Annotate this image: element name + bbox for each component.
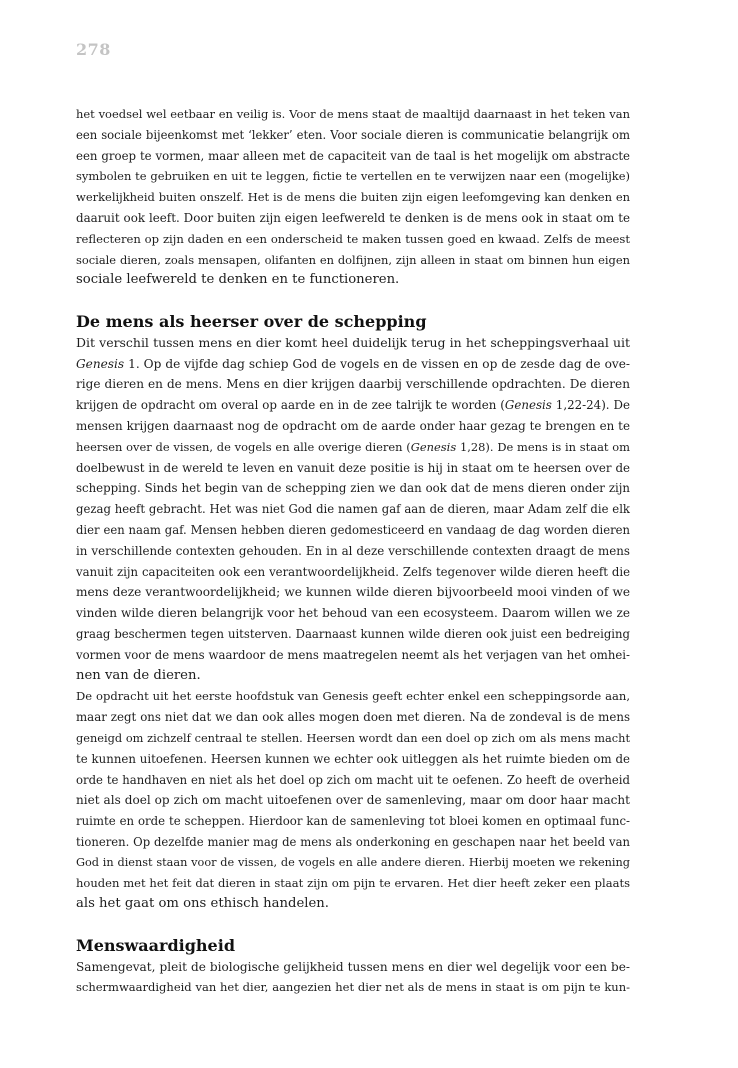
text-line: als het gaat om ons ethisch handelen. (76, 896, 329, 912)
text-line: Genesis 1. Op de vijfde dag schiep God de vogels en de vissen en op de zesde dag de ove- (76, 356, 630, 371)
text-line: symbolen te gebruiken en uit te leggen, fictie te vertellen en te verwijzen naar een (mogelijke) (76, 169, 630, 184)
text-line: Samengevat, pleit de biologische gelijkheid tussen mens en dier wel degelijk voor een be- (76, 959, 630, 974)
text-line: houden met het feit dat dieren in staat zijn om pijn te ervaren. Het dier heeft zeker een plaats (76, 876, 630, 891)
text-line: vormen voor de mens waardoor de mens maatregelen neemt als het verjagen van het omhei- (76, 647, 630, 662)
intro-paragraph (76, 104, 630, 291)
text-line: sociale dieren, zoals mensapen, olifanten en dolfijnen, zijn alleen in staat om binnen hun eigen (76, 252, 630, 267)
text-line: heersen over de vissen, de vogels en alle overige dieren (Genesis 1,28). De mens is in staat om (76, 439, 630, 454)
text-line: vinden wilde dieren belangrijk voor het behoud van een ecosysteem. Daarom willen we ze (76, 606, 630, 621)
section-heading-heerser: De mens als heerser over de schepping (76, 311, 427, 331)
genesis-ref: Genesis (76, 356, 125, 371)
genesis-ref: Genesis (504, 398, 552, 413)
text-line: Dit verschil tussen mens en dier komt heel duidelijk terug in het scheppingsverhaal uit (76, 334, 630, 350)
text-line: daaruit ook leeft. Door buiten zijn eigen leefwereld te denken is de mens ook in staat om te (76, 210, 630, 225)
page-body (76, 104, 630, 998)
text-line: orde te handhaven en niet als het doel op zich om macht uit te oefenen. Zo heeft de overheid (76, 772, 630, 787)
heerser-paragraph-1 (76, 333, 630, 687)
text-line: graag beschermen tegen uitsterven. Daarnaast kunnen wilde dieren ook juist een bedreiging (76, 626, 630, 641)
text-line: schermwaardigheid van het dier, aangezien het dier net als de mens in staat is om pijn te kun- (76, 980, 630, 995)
text-line: een groep te vormen, maar alleen met de capaciteit van de taal is het mogelijk om abstracte (76, 148, 630, 163)
text-line: De opdracht uit het eerste hoofdstuk van Genesis geeft echter enkel een scheppingsorde aan, (76, 689, 630, 704)
section-heading-menswaardigheid: Menswaardigheid (76, 935, 235, 955)
text-line: gezag heeft gebracht. Het was niet God die namen gaf aan de dieren, maar Adam zelf die elk (76, 502, 630, 517)
text-line: werkelijkheid buiten onszelf. Het is de mens die buiten zijn eigen leefomgeving kan denken en (76, 190, 630, 205)
menswaardigheid-paragraph (76, 957, 630, 999)
text-line: nen van de dieren. (76, 667, 201, 683)
text-line: een sociale bijeenkomst met ‘lekker’ eten. Voor sociale dieren is communicatie belangrijk om (76, 127, 630, 142)
text-line: mens deze verantwoordelijkheid; we kunnen wilde dieren bijvoorbeeld mooi vinden of we (76, 585, 630, 600)
text-line: maar zegt ons niet dat we dan ook alles mogen doen met dieren. Na de zondeval is de mens (76, 710, 630, 725)
page-number: 278 (76, 40, 111, 59)
text-line: reflecteren op zijn daden en een onderscheid te maken tussen goed en kwaad. Zelfs de meest (76, 231, 630, 246)
text-line: geneigd om zichzelf centraal te stellen. Heersen wordt dan een doel op zich om als mens macht (76, 730, 630, 745)
text-line: mensen krijgen daarnaast nog de opdracht om de aarde onder haar gezag te brengen en te (76, 418, 630, 433)
text-line: schepping. Sinds het begin van de schepping zien we dan ook dat de mens dieren onder zijn (76, 481, 630, 496)
text-line: dier een naam gaf. Mensen hebben dieren gedomesticeerd en vandaag de dag worden dieren (76, 522, 630, 537)
text-line: het voedsel wel eetbaar en veilig is. Voor de mens staat de maaltijd daarnaast in het teken van (76, 107, 630, 121)
text-line: sociale leefwereld te denken en te functioneren. (76, 272, 400, 288)
text-line: niet als doel op zich om macht uitoefenen over de samenleving, maar om door haar macht (76, 793, 630, 808)
text-line: in verschillende contexten gehouden. En in al deze verschillende contexten draagt de mens (76, 543, 630, 558)
text-line: vanuit zijn capaciteiten ook een verantwoordelijkheid. Zelfs tegenover wilde dieren heeft die (76, 564, 630, 579)
text-line: ruimte en orde te scheppen. Hierdoor kan de samenleving tot bloei komen en optimaal func- (76, 814, 630, 829)
heerser-paragraph-2 (76, 686, 630, 915)
text-line: krijgen de opdracht om overal op aarde en in de zee talrijk te worden (Genesis 1,22-24). De (76, 398, 630, 413)
text-line: rige dieren en de mens. Mens en dier krijgen daarbij verschillende opdrachten. De dieren (76, 377, 630, 392)
text-line: God in dienst staan voor de vissen, de vogels en alle andere dieren. Hierbij moeten we rekening (76, 855, 630, 869)
text-line: te kunnen uitoefenen. Heersen kunnen we echter ook uitleggen als het ruimte bieden om de (76, 751, 630, 766)
text-line: tioneren. Op dezelfde manier mag de mens als onderkoning en geschapen naar het beeld van (76, 834, 630, 849)
text-line: doelbewust in de wereld te leven en vanuit deze positie is hij in staat om te heersen over de (76, 460, 630, 475)
genesis-ref: Genesis (410, 439, 457, 454)
